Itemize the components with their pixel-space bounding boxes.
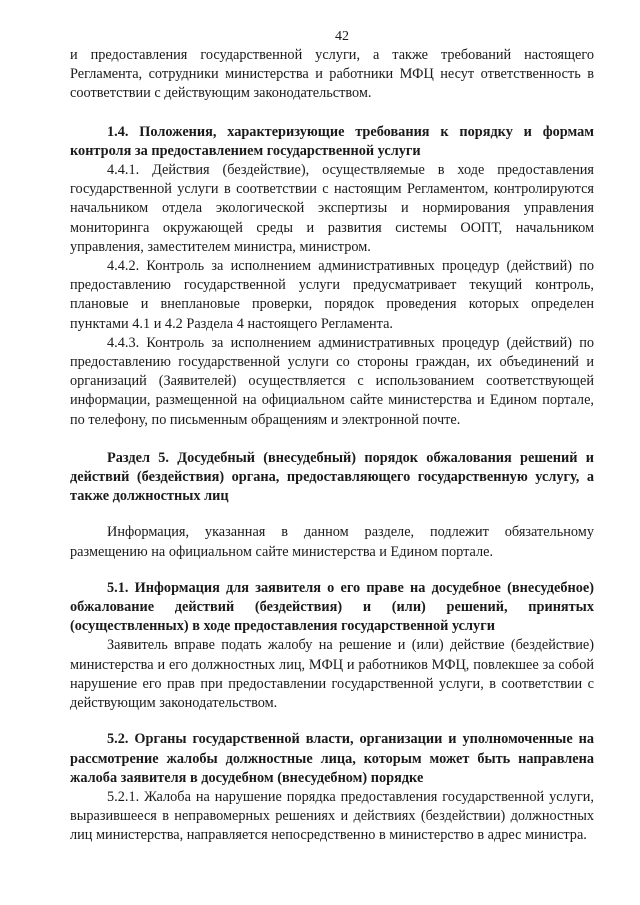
section-5-heading: Раздел 5. Досудебный (внесудебный) порядок обжалования решений и действий (бездействия) органа, предоставляющего государственную услугу, а также должностных лиц (70, 449, 594, 505)
paragraph-4-4-3: 4.4.3. Контроль за исполнением административных процедур (действий) по предоставлению государственной услуги со стороны граждан, их объединений и организаций (Заявителей) осуществляется с использованием соответствующей информации, размещенной на официальном сайте министерства и Едином портале, по телефону, по письменным обращениям и электронной почте. (70, 334, 594, 428)
section-5-1-heading: 5.1. Информация для заявителя о его праве на досудебное (внесудебное) обжалование действий (бездействия) и (или) решений, принятых (осуществленных) в ходе предоставления государственной услуги (70, 579, 594, 635)
document-page (70, 0, 594, 846)
page-number: 42 (335, 29, 349, 44)
section-5-paragraph: Информация, указанная в данном разделе, подлежит обязательному размещению на официальном сайте министерства и Едином портале. (70, 524, 594, 560)
intro-paragraph: и предоставления государственной услуги, а также требований настоящего Регламента, сотрудники министерства и работники МФЦ несут ответственность в соответствии с действующим законодательством. (70, 47, 594, 102)
paragraph-5-2-1: 5.2.1. Жалоба на нарушение порядка предоставления государственной услуги, выразившееся в неправомерных решениях и действиях (бездействии) должностных лиц министерства, направляется непосредственно в министерство в адрес министра. (70, 788, 594, 844)
section-1-4-heading: 1.4. Положения, характеризующие требования к порядку и формам контроля за предоставлением государственной услуги (70, 123, 594, 159)
paragraph-4-4-2: 4.4.2. Контроль за исполнением административных процедур (действий) по предоставлению государственной услуги предусматривает текущий контроль, плановые и внеплановые проверки, порядок проведения которых определен пунктами 4.1 и 4.2 Раздела 4 настоящего Регламента. (70, 258, 594, 332)
paragraph-4-4-1: 4.4.1. Действия (бездействие), осуществляемые в ходе предоставления государственной услуги в соответствии с настоящим Регламентом, контролируются начальником отдела экологической экспертизы и нормирования управления мониторинга окружающей среды и развития системы ООПТ, начальником управления, заместителем министра, министром. (70, 162, 594, 255)
section-5-2-heading: 5.2. Органы государственной власти, организации и уполномоченные на рассмотрение жалобы должностные лица, которым может быть направлена жалоба заявителя в досудебном (внесудебном) порядке (70, 731, 594, 786)
section-5-1-paragraph: Заявитель вправе подать жалобу на решение и (или) действие (бездействие) министерства и его должностных лиц, МФЦ и работников МФЦ, повлекшее за собой нарушение его прав при предоставлении государственной услуги, в соответствии с действующим законодательством. (70, 637, 594, 712)
